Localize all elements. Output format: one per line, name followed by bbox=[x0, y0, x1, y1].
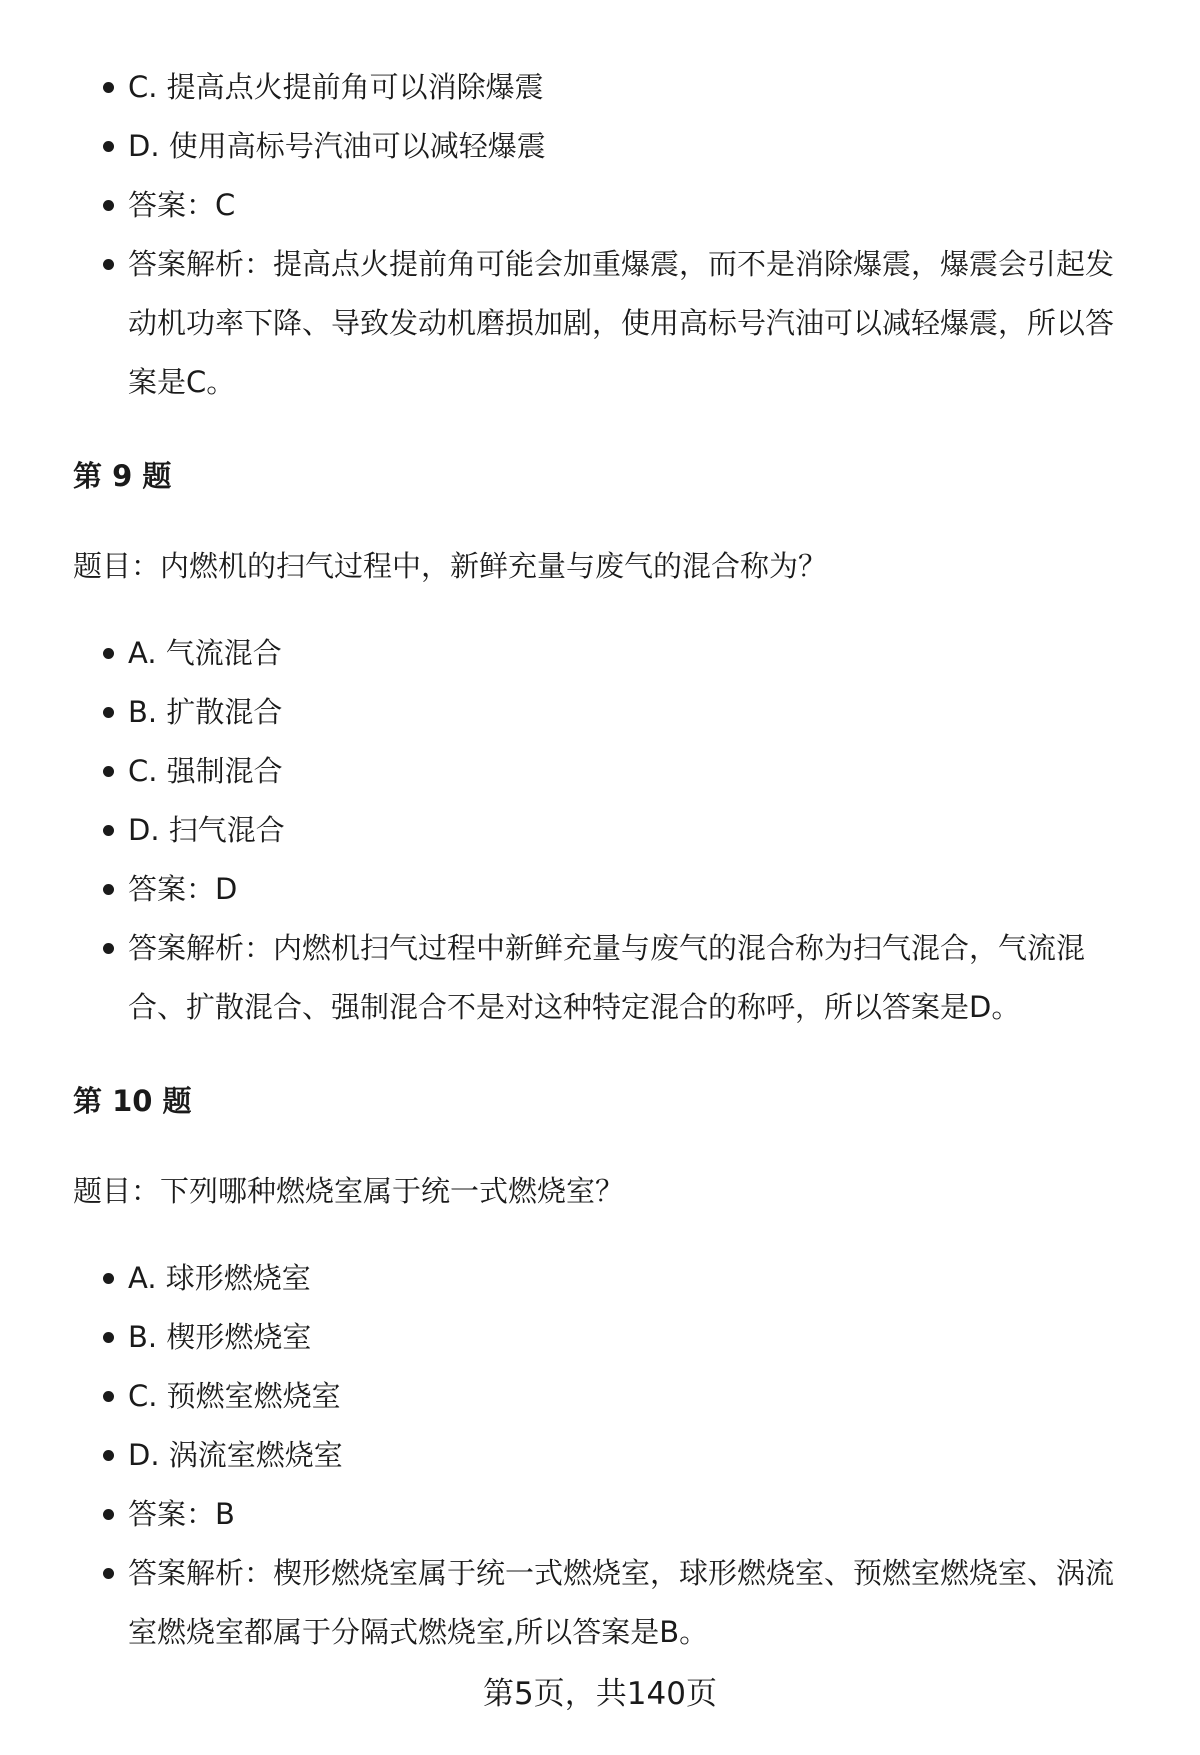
list-item: B. 楔形燃烧室 bbox=[128, 1308, 1140, 1367]
question-9-options bbox=[0, 624, 1200, 1037]
list-item: 答案：C bbox=[128, 176, 1140, 235]
list-item: 答案：D bbox=[128, 860, 1140, 919]
list-item: A. 球形燃烧室 bbox=[128, 1249, 1140, 1308]
list-item: C. 预燃室燃烧室 bbox=[128, 1367, 1140, 1426]
question-8-options bbox=[0, 58, 1200, 412]
list-item: B. 扩散混合 bbox=[128, 683, 1140, 742]
answer-explanation: 答案解析：楔形燃烧室属于统一式燃烧室，球形燃烧室、预燃室燃烧室、涡流室燃烧室都属于分隔式燃烧室,所以答案是B。 bbox=[128, 1544, 1140, 1662]
question-10-heading: 第 10 题 bbox=[73, 1084, 192, 1118]
list-item: C. 提高点火提前角可以消除爆震 bbox=[128, 58, 1140, 117]
question-10-text: 题目：下列哪种燃烧室属于统一式燃烧室？ bbox=[73, 1174, 625, 1208]
list-item: 答案：B bbox=[128, 1485, 1140, 1544]
page-number: 第5页，共140页 bbox=[483, 1676, 717, 1712]
answer-explanation: 答案解析：提高点火提前角可能会加重爆震，而不是消除爆震，爆震会引起发动机功率下降、导致发动机磨损加剧，使用高标号汽油可以减轻爆震，所以答案是C。 bbox=[128, 235, 1140, 412]
list-item: A. 气流混合 bbox=[128, 624, 1140, 683]
question-10-options bbox=[0, 1249, 1200, 1662]
list-item: D. 扫气混合 bbox=[128, 801, 1140, 860]
list-item: D. 使用高标号汽油可以减轻爆震 bbox=[128, 117, 1140, 176]
list-item: D. 涡流室燃烧室 bbox=[128, 1426, 1140, 1485]
list-item: C. 强制混合 bbox=[128, 742, 1140, 801]
question-9-heading: 第 9 题 bbox=[73, 459, 172, 493]
answer-explanation: 答案解析：内燃机扫气过程中新鲜充量与废气的混合称为扫气混合，气流混合、扩散混合、强制混合不是对这种特定混合的称呼，所以答案是D。 bbox=[128, 919, 1140, 1037]
question-9-text: 题目：内燃机的扫气过程中，新鲜充量与废气的混合称为？ bbox=[73, 549, 828, 583]
